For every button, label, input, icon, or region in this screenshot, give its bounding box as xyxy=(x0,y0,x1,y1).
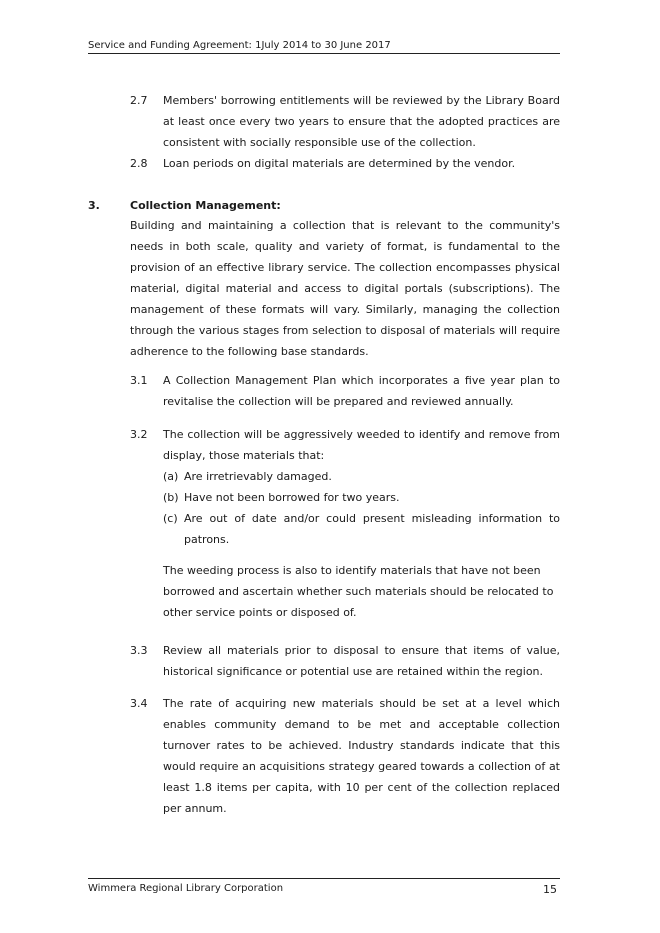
item-text: A Collection Management Plan which incorporates a five year plan to revitalise the collection will be prepared and reviewed annually. xyxy=(163,374,560,408)
item-text: The rate of acquiring new materials should be set at a level which enables community demand to be met and acceptable collection turnover rates to be achieved. Industry standards indicate that this would require an acquisitions strategy geared towards a collection of at least 1.8 items per capita, with 10 per cent of the collection replaced per annum. xyxy=(163,697,560,815)
section-heading: Collection Management: xyxy=(130,199,281,212)
header-rule xyxy=(88,53,560,54)
footer-org: Wimmera Regional Library Corporation xyxy=(88,883,284,894)
subitem-label: (c) xyxy=(163,512,178,525)
item-number: 3.3 xyxy=(130,644,148,657)
item-text: The collection will be aggressively weeded to identify and remove from display, those materials that: xyxy=(163,428,560,462)
item-text: Review all materials prior to disposal to ensure that items of value, historical significance or potential use are retained within the region. xyxy=(163,644,560,678)
item-number: 2.8 xyxy=(130,157,148,170)
page-number: 15 xyxy=(543,883,557,896)
item-number: 3.1 xyxy=(130,374,148,387)
section-paragraph: Building and maintaining a collection that is relevant to the community's needs in both scale, quality and variety of format, is fundamental to the provision of an effective library service. The collection encompasses physical material, digital material and access to digital portals (subscriptions). The management of these formats will vary. Similarly, managing the collection through the various stages from selection to disposal of materials will require adherence to the following base standards. xyxy=(130,219,560,358)
subitem-label: (a) xyxy=(163,470,179,483)
subitem-text: Are irretrievably damaged. xyxy=(184,470,332,483)
item-number: 3.4 xyxy=(130,697,148,710)
section-number: 3. xyxy=(88,199,100,212)
subitem-text: Have not been borrowed for two years. xyxy=(184,491,400,504)
subitem-label: (b) xyxy=(163,491,179,504)
item-text: Members' borrowing entitlements will be reviewed by the Library Board at least once every two years to ensure that the adopted practices are consistent with socially responsible use of the collection. xyxy=(163,94,560,149)
item-number: 2.7 xyxy=(130,94,148,107)
item-text: Loan periods on digital materials are determined by the vendor. xyxy=(163,157,516,170)
item-number: 3.2 xyxy=(130,428,148,441)
running-header: Service and Funding Agreement: 1July 2014 to 30 June 2017 xyxy=(88,40,391,51)
footer-rule xyxy=(88,878,560,879)
note-paragraph: The weeding process is also to identify materials that have not been borrowed and ascertain whether such materials should be relocated to other service points or disposed of. xyxy=(163,564,554,619)
subitem-text: Are out of date and/or could present misleading information to patrons. xyxy=(184,512,560,546)
